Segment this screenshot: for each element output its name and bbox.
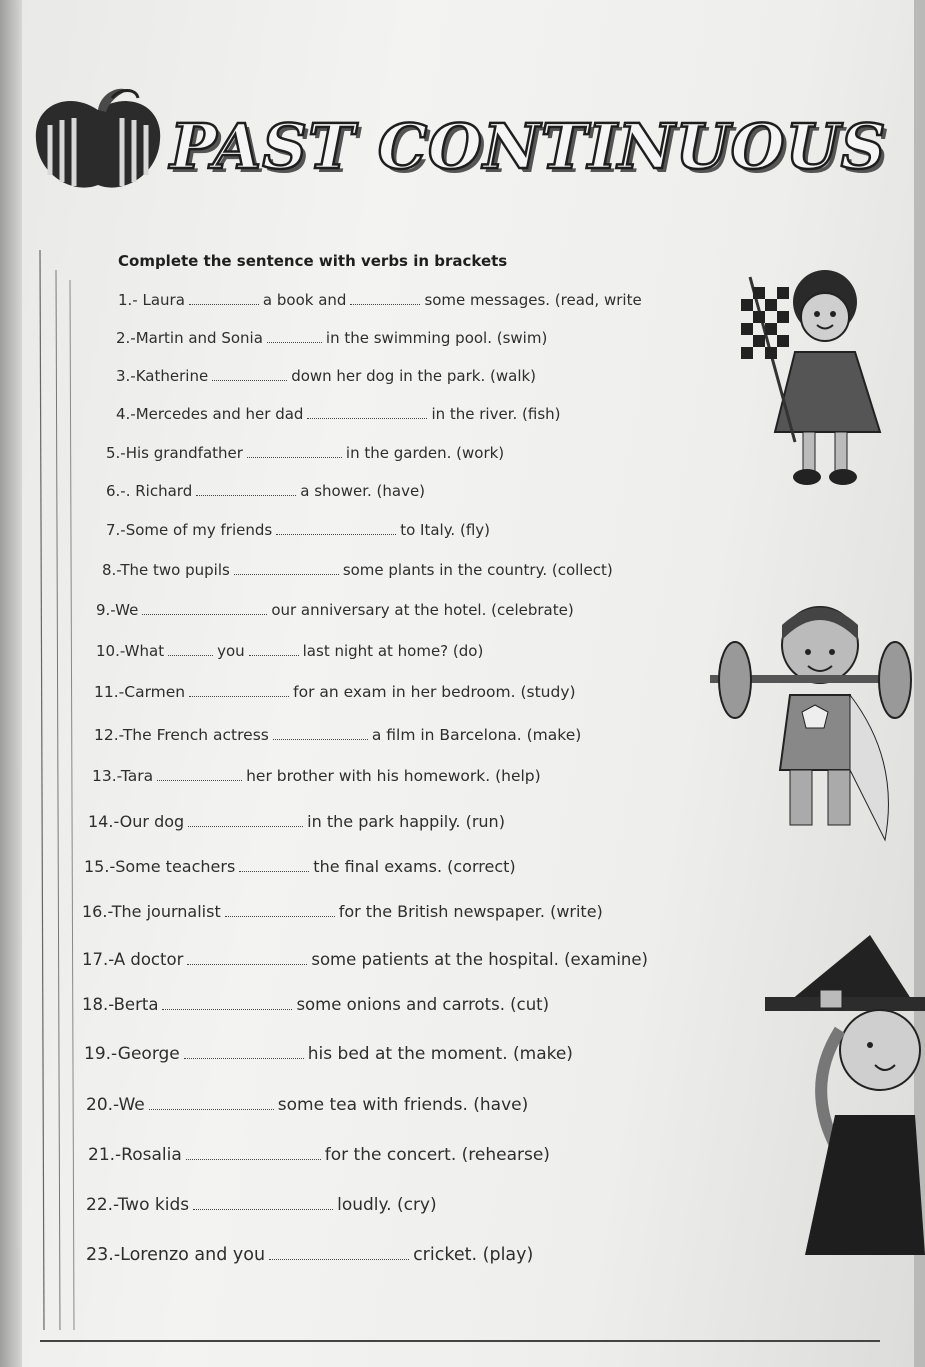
- exercise-rest: a shower. (have): [300, 482, 426, 500]
- answer-blank[interactable]: [157, 766, 242, 781]
- exercise-mid-text: a book and: [262, 291, 347, 309]
- page-edge-shadow: [0, 0, 22, 1367]
- exercise-subject: 17.-A doctor: [82, 950, 184, 969]
- exercise-rest: in the swimming pool. (swim): [325, 329, 548, 347]
- exercise-rest: her brother with his homework. (help): [246, 767, 541, 785]
- exercise-subject: 20.-We: [86, 1095, 145, 1115]
- answer-blank[interactable]: [162, 995, 292, 1010]
- answer-blank[interactable]: [187, 950, 307, 965]
- answer-blank[interactable]: [247, 443, 342, 458]
- bottom-rule: [40, 1340, 880, 1342]
- exercise-rest: loudly. (cry): [337, 1195, 437, 1215]
- exercise-subject: 11.-Carmen: [94, 683, 186, 701]
- exercise-23: [86, 1245, 533, 1265]
- exercise-subject: 10.-What: [96, 642, 165, 660]
- exercise-subject: 19.-George: [84, 1044, 180, 1064]
- answer-blank[interactable]: [212, 366, 287, 381]
- exercise-11: [94, 682, 576, 701]
- exercise-21: [88, 1145, 550, 1165]
- exercise-subject: 21.-Rosalia: [88, 1145, 182, 1165]
- answer-blank[interactable]: [189, 290, 259, 305]
- answer-blank[interactable]: [184, 1044, 304, 1059]
- answer-blank[interactable]: [186, 1145, 321, 1160]
- exercise-1: [118, 290, 642, 309]
- exercise-10: [96, 641, 483, 660]
- exercise-subject: 5.-His grandfather: [106, 444, 243, 462]
- answer-blank[interactable]: [168, 641, 213, 656]
- answer-blank[interactable]: [193, 1195, 333, 1210]
- exercise-rest: in the park happily. (run): [307, 812, 505, 831]
- exercise-subject: 16.-The journalist: [82, 902, 221, 921]
- exercise-mid-text: you: [217, 642, 245, 660]
- exercise-subject: 8.-The two pupils: [102, 561, 230, 579]
- exercise-17: [82, 950, 648, 969]
- exercise-subject: 23.-Lorenzo and you: [86, 1245, 266, 1265]
- exercise-rest: some patients at the hospital. (examine): [311, 950, 648, 969]
- exercise-rest: in the river. (fish): [431, 405, 561, 423]
- exercise-rest: his bed at the moment. (make): [307, 1044, 573, 1064]
- exercise-3: [116, 366, 536, 385]
- exercise-rest: in the garden. (work): [345, 444, 505, 462]
- exercise-13: [92, 766, 541, 785]
- exercise-9: [96, 600, 574, 619]
- girl-with-flag-illustration: [735, 262, 895, 507]
- exercise-subject: 2.-Martin and Sonia: [116, 329, 263, 347]
- answer-blank[interactable]: [142, 600, 267, 615]
- exercise-subject: 1.- Laura: [118, 291, 185, 309]
- exercise-rest: a film in Barcelona. (make): [371, 726, 582, 744]
- exercise-subject: 12.-The French actress: [94, 726, 269, 744]
- exercise-20: [86, 1095, 528, 1115]
- exercise-8: [102, 560, 613, 579]
- exercise-rest: our anniversary at the hotel. (celebrate): [271, 601, 574, 619]
- exercise-subject: 13.-Tara: [92, 767, 154, 785]
- exercise-subject: 15.-Some teachers: [84, 857, 236, 876]
- worksheet-title: PAST CONTINUOUS: [170, 110, 887, 183]
- answer-blank[interactable]: [276, 520, 396, 535]
- exercise-7: [106, 520, 490, 539]
- exercise-rest: cricket. (play): [413, 1245, 534, 1265]
- exercise-22: [86, 1195, 437, 1215]
- exercise-subject: 3.-Katherine: [116, 367, 209, 385]
- exercise-14: [88, 812, 505, 831]
- answer-blank[interactable]: [149, 1095, 274, 1110]
- answer-blank[interactable]: [267, 328, 322, 343]
- exercise-rest: some messages. (read, write: [424, 291, 642, 309]
- exercise-rest: for the British newspaper. (write): [338, 902, 603, 921]
- exercise-rest: last night at home? (do): [302, 642, 484, 660]
- exercise-rest: for an exam in her bedroom. (study): [293, 683, 576, 701]
- answer-blank[interactable]: [273, 725, 368, 740]
- answer-blank[interactable]: [196, 481, 296, 496]
- exercise-16: [82, 902, 603, 921]
- exercise-5: [106, 443, 504, 462]
- answer-blank[interactable]: [189, 682, 289, 697]
- answer-blank[interactable]: [188, 812, 303, 827]
- exercise-rest: some onions and carrots. (cut): [296, 995, 550, 1014]
- exercise-subject: 9.-We: [96, 601, 139, 619]
- exercise-subject: 7.-Some of my friends: [106, 521, 273, 539]
- exercise-18: [82, 995, 549, 1014]
- exercise-4: [116, 404, 561, 423]
- exercise-subject: 6.-. Richard: [106, 482, 193, 500]
- instruction-text: Complete the sentence with verbs in brackets: [118, 252, 508, 270]
- exercise-rest: some tea with friends. (have): [277, 1095, 529, 1115]
- exercise-12: [94, 725, 581, 744]
- answer-blank[interactable]: [239, 857, 309, 872]
- answer-blank[interactable]: [249, 641, 299, 656]
- answer-blank[interactable]: [225, 902, 335, 917]
- kid-weightlifter-illustration: [700, 600, 915, 860]
- exercise-rest: down her dog in the park. (walk): [291, 367, 537, 385]
- exercise-2: [116, 328, 547, 347]
- exercise-subject: 4.-Mercedes and her dad: [116, 405, 304, 423]
- exercise-19: [84, 1044, 573, 1064]
- apple-books-icon: [28, 80, 168, 200]
- exercise-15: [84, 857, 516, 876]
- exercise-rest: for the concert. (rehearse): [324, 1145, 550, 1165]
- answer-blank[interactable]: [350, 290, 420, 305]
- answer-blank[interactable]: [269, 1245, 409, 1260]
- exercise-rest: to Italy. (fly): [400, 521, 490, 539]
- answer-blank[interactable]: [307, 404, 427, 419]
- witch-illustration: [765, 935, 925, 1265]
- exercise-6: [106, 481, 425, 500]
- answer-blank[interactable]: [234, 560, 339, 575]
- exercise-subject: 18.-Berta: [82, 995, 159, 1014]
- exercise-rest: the final exams. (correct): [313, 857, 516, 876]
- exercise-rest: some plants in the country. (collect): [342, 561, 613, 579]
- exercise-subject: 22.-Two kids: [86, 1195, 190, 1215]
- exercise-subject: 14.-Our dog: [88, 812, 185, 831]
- margin-lines: [30, 250, 90, 1330]
